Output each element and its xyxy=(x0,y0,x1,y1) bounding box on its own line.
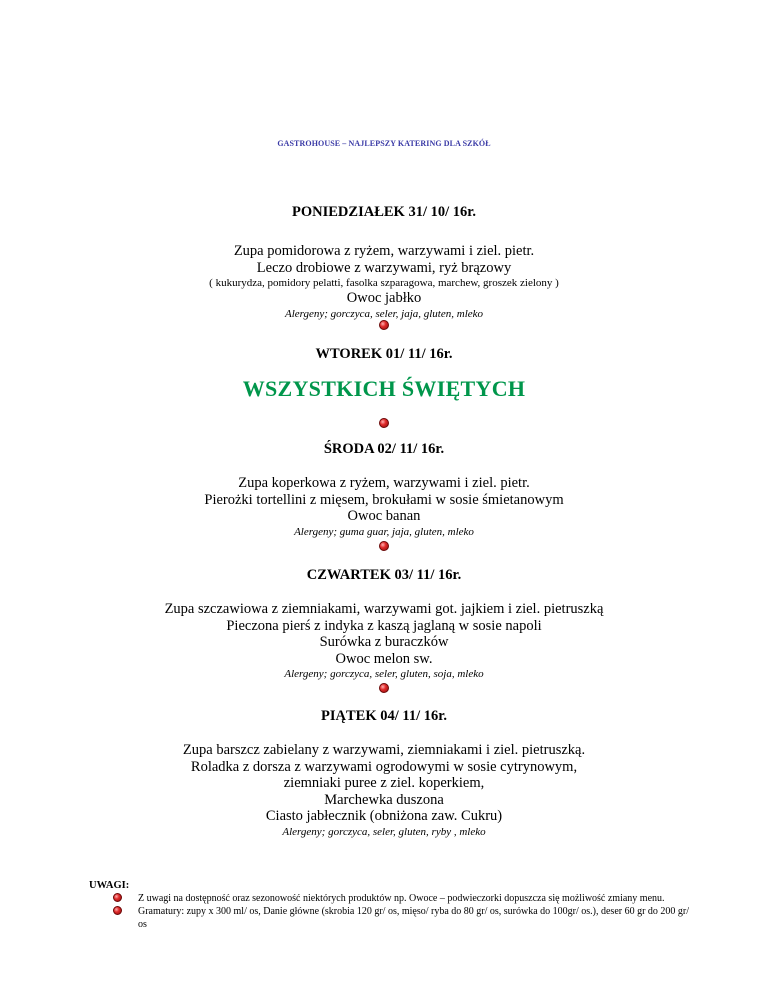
day-tuesday xyxy=(0,345,768,402)
day-title: ŚRODA 02/ 11/ 16r. xyxy=(323,441,445,457)
menu-line: ziemniaki puree z ziel. koperkiem, xyxy=(283,775,485,791)
allergens: Alergeny; gorczyca, seler, gluten, ryby , mleko xyxy=(282,825,486,838)
note-text: Z uwagi na dostępność oraz sezonowość niektórych produktów np. Owoce – podwieczorki dopuszcza się możliwość zmiany menu. xyxy=(138,893,665,904)
note-text: Gramatury: zupy x 300 ml/ os, Danie główne (skrobia 120 gr/ os, mięso/ ryba do 80 gr/ os, surówka do 100gr/ os.), deser 60 gr do 200 gr/ os xyxy=(138,906,690,930)
allergens: Alergeny; guma guar, jaja, gluten, mleko xyxy=(294,525,474,538)
day-title: PONIEDZIAŁEK 31/ 10/ 16r. xyxy=(292,204,476,220)
menu-line: Zupa koperkowa z ryżem, warzywami i ziel. pietr. xyxy=(238,475,530,491)
menu-line: Surówka z buraczków xyxy=(319,634,449,650)
menu-line: Leczo drobiowe z warzywami, ryż brązowy xyxy=(256,259,512,276)
menu-line: Zupa pomidorowa z ryżem, warzywami i ziel. pietr. xyxy=(233,243,535,259)
red-ball-bullet-icon xyxy=(113,893,122,902)
menu-line: Marchewka duszona xyxy=(324,791,444,808)
menu-line: Zupa szczawiowa z ziemniakami, warzywami got. jajkiem i ziel. pietruszką xyxy=(164,601,604,617)
menu-line: Owoc banan xyxy=(347,508,421,524)
allergens: Alergeny; gorczyca, seler, jaja, gluten, mleko xyxy=(284,307,484,320)
red-ball-bullet-icon xyxy=(113,906,122,915)
menu-line: Owoc jabłko xyxy=(346,290,422,306)
day-wednesday xyxy=(0,440,768,539)
menu-line: Owoc melon sw. xyxy=(335,650,433,667)
menu-line: Roladka z dorsza z warzywami ogrodowymi w sosie cytrynowym, xyxy=(190,758,578,775)
red-ball-bullet-icon xyxy=(379,320,389,330)
menu-line: Pieczona pierś z indyka z kaszą jaglaną w sosie napoli xyxy=(226,617,542,634)
day-title: WTOREK 01/ 11/ 16r. xyxy=(315,346,453,362)
note-item xyxy=(89,892,698,905)
day-friday xyxy=(0,707,768,839)
note-item xyxy=(89,905,698,931)
allergens: Alergeny; gorczyca, seler, gluten, soja, mleko xyxy=(284,668,484,680)
menu-line: Pierożki tortellini z mięsem, brokułami w sosie śmietanowym xyxy=(204,491,564,508)
red-ball-bullet-icon xyxy=(379,541,389,551)
notes-title: UWAGI: xyxy=(89,880,130,891)
red-ball-bullet-icon xyxy=(379,683,389,693)
day-monday xyxy=(0,203,768,321)
page-header: GASTROHOUSE – NAJLEPSZY KATERING DLA SZKÓŁ xyxy=(277,139,491,148)
menu-line: Ciasto jabłecznik (obniżona zaw. Cukru) xyxy=(265,808,503,824)
holiday-label: WSZYSTKICH ŚWIĘTYCH xyxy=(242,376,526,401)
red-ball-bullet-icon xyxy=(379,418,389,428)
day-title: PIĄTEK 04/ 11/ 16r. xyxy=(321,708,447,724)
menu-note: ( kukurydza, pomidory pelatti, fasolka szparagowa, marchew, groszek zielony ) xyxy=(209,277,559,289)
notes-section xyxy=(89,879,698,931)
day-title: CZWARTEK 03/ 11/ 16r. xyxy=(306,567,462,583)
menu-line: Zupa barszcz zabielany z warzywami, ziemniakami i ziel. pietruszką. xyxy=(182,742,586,758)
day-thursday xyxy=(0,566,768,681)
